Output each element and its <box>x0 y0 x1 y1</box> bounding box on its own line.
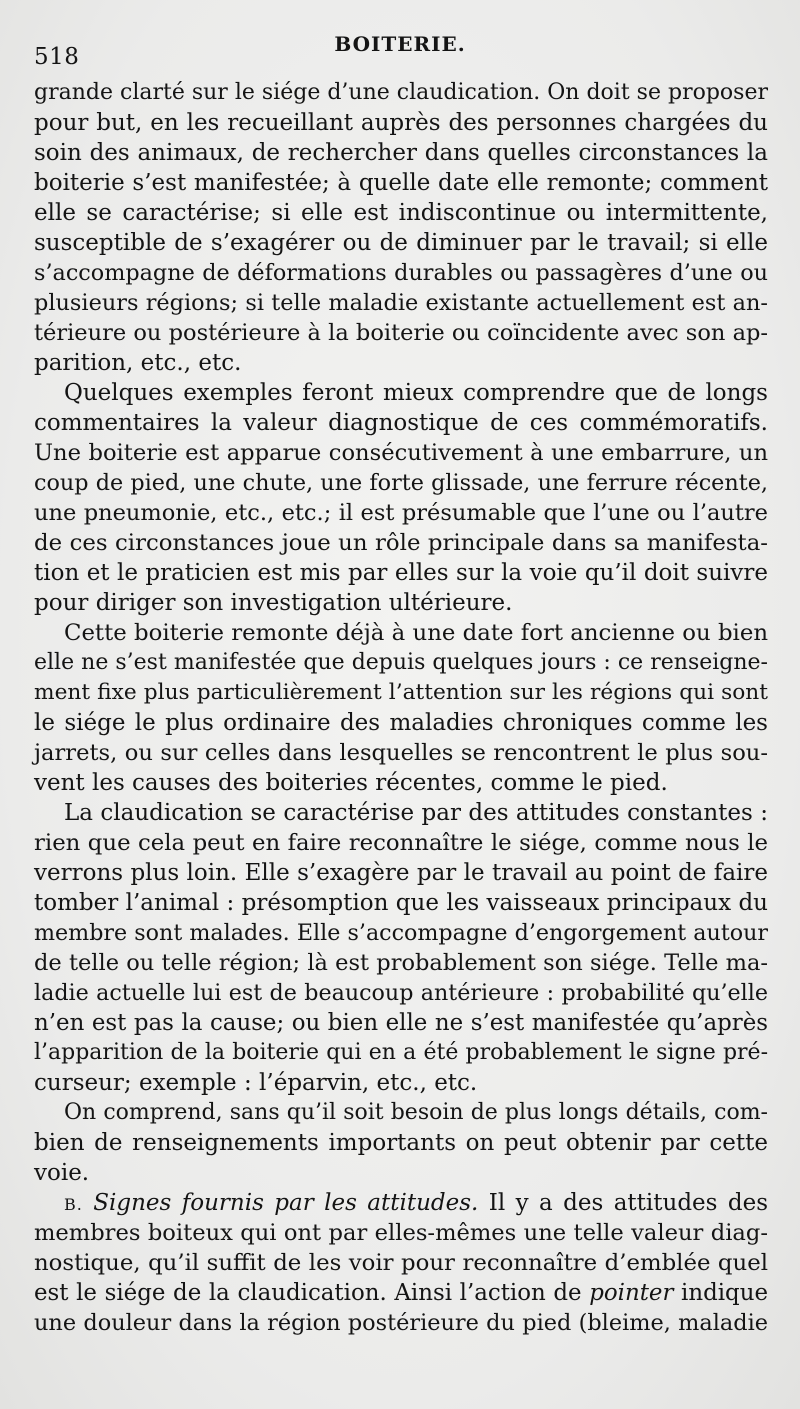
text-line: nostique, qu’il suffit de les voir pour reconnaître d’emblée quel <box>34 1250 768 1276</box>
text-line: membre sont malades. Elle s’accompagne d’engorgement autour <box>34 920 768 946</box>
text-line: membres boiteux qui ont par elles-mêmes une telle valeur diag- <box>34 1220 768 1246</box>
text-line: ment fixe plus particulièrement l’attention sur les régions qui sont <box>34 680 768 705</box>
section-b-line-text: Il y a des attitudes des <box>478 1190 768 1216</box>
text-line: Quelques exemples feront mieux comprendre que de longs <box>64 380 768 406</box>
text-line: pour diriger son investigation ultérieure. <box>34 590 513 616</box>
text-line: tion et le praticien est mis par elles sur la voie qu’il doit suivre <box>34 560 768 586</box>
section-b-line-with-italic <box>34 1278 768 1308</box>
text-line: de ces circonstances joue un rôle principale dans sa manifesta- <box>34 530 768 556</box>
line-text-before: est le siége de la claudication. Ainsi l’action de <box>34 1280 590 1306</box>
text-line: une douleur dans la région postérieure du pied (bleime, maladie <box>34 1310 768 1336</box>
text-line: Cette boiterie remonte déjà à une date fort ancienne ou bien <box>64 620 768 646</box>
text-line: de telle ou telle région; là est probablement son siége. Telle ma- <box>34 950 768 976</box>
text-line: soin des animaux, de rechercher dans quelles circonstances la <box>34 140 768 166</box>
text-line: pour but, en les recueillant auprès des personnes chargées du <box>34 110 768 136</box>
text-line: rien que cela peut en faire reconnaître le siége, comme nous le <box>34 830 768 856</box>
text-line: grande clarté sur le siége d’une claudication. On doit se proposer <box>34 80 768 105</box>
text-body <box>34 78 768 1338</box>
section-b-first-line <box>34 1188 768 1218</box>
text-line: Une boiterie est apparue consécutivement à une embarrure, un <box>34 440 768 466</box>
text-line: On comprend, sans qu’il soit besoin de plus longs détails, com- <box>64 1100 768 1125</box>
section-marker: B. <box>64 1195 83 1214</box>
text-line: voie. <box>34 1160 90 1186</box>
text-line: vent les causes des boiteries récentes, comme le pied. <box>34 770 668 796</box>
text-line: tomber l’animal : présomption que les vaisseaux principaux du <box>34 890 768 916</box>
text-line: curseur; exemple : l’éparvin, etc., etc. <box>34 1070 478 1096</box>
italic-term: pointer <box>589 1280 674 1306</box>
text-line: jarrets, ou sur celles dans lesquelles se rencontrent le plus sou- <box>34 740 768 766</box>
text-line: coup de pied, une chute, une forte glissade, une ferrure récente, <box>34 470 768 496</box>
text-line: térieure ou postérieure à la boiterie ou coïncidente avec son ap- <box>34 320 768 346</box>
text-line: n’en est pas la cause; ou bien elle ne s’est manifestée qu’après <box>34 1010 768 1036</box>
text-line: l’apparition de la boiterie qui en a été probablement le signe pré- <box>34 1040 768 1065</box>
section-heading: Signes fournis par les attitudes. <box>93 1190 479 1216</box>
text-line: parition, etc., etc. <box>34 350 242 376</box>
text-line: elle ne s’est manifestée que depuis quelques jours : ce renseigne- <box>34 650 768 675</box>
text-line: bien de renseignements importants on peut obtenir par cette <box>34 1130 768 1156</box>
page-number: 518 <box>34 44 80 70</box>
text-line: verrons plus loin. Elle s’exagère par le travail au point de faire <box>34 860 768 886</box>
running-title: BOITERIE. <box>334 32 466 56</box>
running-head <box>34 32 766 72</box>
text-line: plusieurs régions; si telle maladie existante actuellement est an- <box>34 290 768 316</box>
text-line: susceptible de s’exagérer ou de diminuer par le travail; si elle <box>34 230 768 256</box>
text-line: ladie actuelle lui est de beaucoup antérieure : probabilité qu’elle <box>34 980 768 1006</box>
text-line: La claudication se caractérise par des attitudes constantes : <box>64 800 768 826</box>
text-line: s’accompagne de déformations durables ou passagères d’une ou <box>34 260 768 286</box>
text-line: boiterie s’est manifestée; à quelle date elle remonte; comment <box>34 170 768 196</box>
text-line: une pneumonie, etc., etc.; il est présumable que l’une ou l’autre <box>34 500 768 526</box>
text-line: le siége le plus ordinaire des maladies chroniques comme les <box>34 710 768 736</box>
line-text-after: indique <box>673 1280 768 1306</box>
text-line: commentaires la valeur diagnostique de ces commémoratifs. <box>34 410 768 436</box>
text-line: elle se caractérise; si elle est indiscontinue ou intermittente, <box>34 200 768 226</box>
